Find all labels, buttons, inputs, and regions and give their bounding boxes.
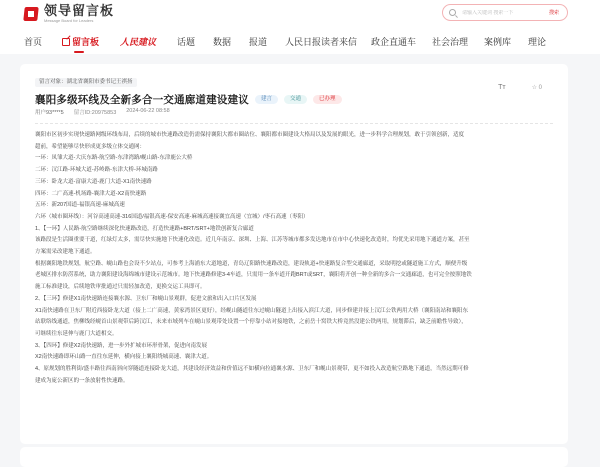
paragraph: 六环（城市圈环线）：河谷高速高速-316国道/福银高速-保安高速-麻城高速接襄宜高速（宜城）/枣石高速（枣阳） xyxy=(35,213,309,220)
main-nav xyxy=(0,31,600,51)
paragraph: X1南快速路在卫东厂附近西接卧龙大道（接上二广高速，黄家湾景区更好），经岘山隧道往东过岘山隧道上出接入滨江大道，同步修建并接上汉江公铁两用大桥（襄阳南站和襄阳东 xyxy=(35,307,468,314)
nav-reports[interactable]: 报道 xyxy=(249,37,268,47)
active-underline xyxy=(74,51,84,53)
message-id: 留言ID:20975853 xyxy=(73,110,117,116)
divider xyxy=(35,123,553,124)
font-size-icon[interactable]: Tт xyxy=(498,84,506,91)
paragraph: 2、【三环】修建X1南快速路连接襄水源、卫东厂和岘山景观群，促进文旅和出入口片区发展 xyxy=(35,295,257,302)
tag-transport: 交通 xyxy=(284,95,307,104)
author: 用户93****5 xyxy=(35,110,64,116)
article-body xyxy=(35,130,555,387)
message-target: 留言对象：湖北省襄阳市委书记王祺扬 xyxy=(35,78,137,87)
site-logo[interactable] xyxy=(24,4,114,23)
search-box xyxy=(442,4,568,21)
paragraph: 方案需采改建地下通道。 xyxy=(35,249,96,256)
search-button[interactable]: 搜索 xyxy=(548,10,559,16)
nav-home[interactable]: 首页 xyxy=(24,37,43,47)
paragraph: 3、【四环】修建X2南快速路，进一步外扩城市环形骨架，促进向南发展 xyxy=(35,342,208,349)
paragraph: X2南快速路即环山路一直往东延伸，横向接上襄阳绕城高速、襄津大道。 xyxy=(35,354,213,361)
article-meta xyxy=(35,108,170,116)
message-detail-card xyxy=(20,64,568,444)
favorite-button[interactable]: ☆ 0 xyxy=(531,85,542,91)
reply-card xyxy=(20,447,568,467)
status-badge: 已办理 xyxy=(313,95,342,104)
paragraph: 根据襄阳地铁规划，航空路、岘山路也会设不少站点，可参考上海浦东大道地道，青岛辽阳路快速路改造，建设轨道+快速路复合型交通廊道，采取明挖或隧道施工方式，顺便升级 xyxy=(35,260,468,267)
paragraph: 建成为庞公新区的一条放射性快速路。 xyxy=(35,377,129,384)
article-title: 襄阳多级环线及全新多合一交通廊道建设建议 xyxy=(35,94,249,106)
paragraph: 4、原规划的胜利街/盛丰路往西南斜向穿隧道连接卧龙大道，其建设经济效益和价值远不如横向拉通襄水源、卫东厂和岘山景观带，更不如投入改造航空路地下通道，当然远期可修 xyxy=(35,366,469,373)
search-input[interactable] xyxy=(462,10,549,16)
paragraph: 站联络线通道，焦柳线经岘首山景观带后跨汉江，未来市域列车在岘山景观带处设置一个停靠小站对接地铁，之前岳十窝铁大桥竟然没建公铁两用，规划滞后，缺乏前瞻性导致）， xyxy=(35,319,467,326)
star-icon: ☆ xyxy=(531,85,537,91)
nav-theory[interactable]: 理论 xyxy=(528,37,547,47)
paragraph: 该路段是生活圈重要干道，红绿灯太多，需尽快实施地下快速化改造。近几年南京、深圳、上海、江苏等城市都多发达地市在市中心快速化改造时，均优先采用地下通道方案，甚至 xyxy=(35,237,470,244)
paragraph: 可继续往东延伸与鹿门大道相交。 xyxy=(35,330,118,337)
logo-icon xyxy=(24,6,40,22)
paragraph: 四环：二广高速-机场路-襄津大道-X2南快速路 xyxy=(35,190,147,197)
paragraph: 施工标准建设，后续地铁审批通过只需轻加改造，更换交运工具即可。 xyxy=(35,284,206,291)
paragraph: 老城区排水防涝系统，助力襄阳建设海绵城市建设示范城市。地下快速路修建3-4车道，只需用一条车道开跑BRT或SRT，襄阳将开创一种全新的多合一交通廊道，也可完全按照地铁 xyxy=(35,272,472,279)
paragraph: 三环：卧龙大道-富康大道-鹿门大道-X1南快速路 xyxy=(35,178,152,185)
edit-icon xyxy=(62,38,70,46)
paragraph: 襄阳市区初步实现快速路网级环线布局，后续的城市快速路改造仍需保持襄阳大都市圈站位、襄阳都市圈建设大格局以及发展的眼光，进一步科学合理规划，敢于引领创新，适度 xyxy=(35,132,465,138)
paragraph: 1、【一环】人民路-航空路继续深化快速路改造，打造快速路+BRT/SRT+地铁创新复合廊道 xyxy=(35,225,254,232)
nav-case-library[interactable]: 案例库 xyxy=(484,37,512,47)
logo-subtitle: Message Board for Leaders xyxy=(44,18,94,23)
search-icon xyxy=(449,9,456,16)
nav-readers-letters[interactable]: 人民日报读者来信 xyxy=(285,37,358,47)
logo-title: 领导留言板 xyxy=(44,3,115,18)
paragraph: 二环：汉江路-环城大道-苏岭路-东津大桥-环城南路 xyxy=(35,167,158,174)
tag-suggestion: 建言 xyxy=(255,95,278,104)
paragraph: 一环：凤雏大道-大庆东路-航空路-东津湾路/岘山路-东津鹿公大桥 xyxy=(35,155,193,162)
paragraph: 超前，希望能够尽快形成更多级立体交通网： xyxy=(35,143,146,150)
nav-gov-enterprise[interactable]: 政企直通车 xyxy=(371,37,417,47)
nav-data[interactable]: 数据 xyxy=(213,37,232,47)
top-header xyxy=(0,0,600,54)
nav-social-governance[interactable]: 社会治理 xyxy=(432,37,469,47)
nav-people-suggestions[interactable]: 人民建议 xyxy=(120,37,157,47)
nav-message-board[interactable]: 留言板 xyxy=(62,35,99,48)
nav-topics[interactable]: 话题 xyxy=(177,37,196,47)
timestamp: 2024-06-22 08:58 xyxy=(126,108,170,114)
paragraph: 五环：新207国道-福银高速-麻城高速 xyxy=(35,202,125,209)
